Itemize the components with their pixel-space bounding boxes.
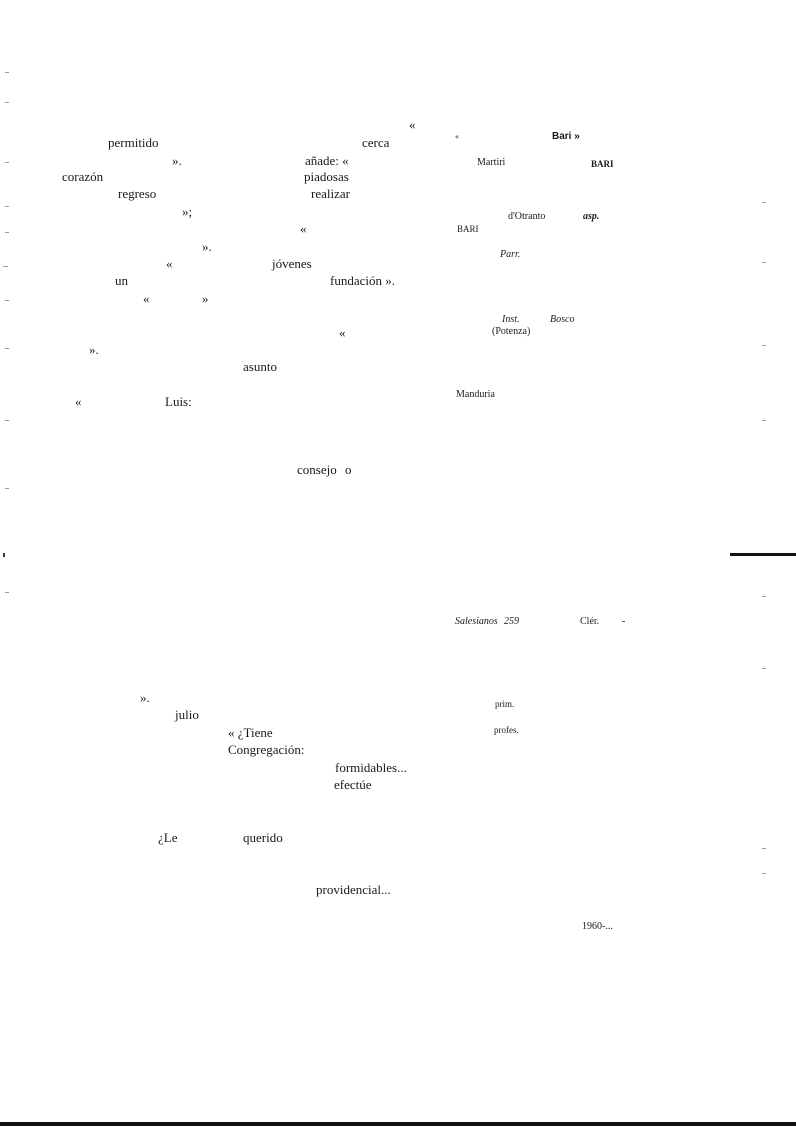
text-fragment: providencial... (316, 882, 391, 897)
text-fragment: « (339, 325, 346, 340)
margin-tick (3, 266, 8, 267)
margin-dot (3, 553, 5, 557)
text-fragment: ». (89, 342, 99, 357)
text-fragment: »; (182, 204, 193, 219)
text-fragment: ». (172, 153, 182, 168)
text-fragment: » (202, 291, 209, 306)
side-note-fragment: - (622, 616, 626, 627)
margin-tick (5, 592, 9, 593)
side-note-fragment: BARI (591, 159, 614, 169)
margin-tick (5, 206, 9, 207)
text-fragment: ». (140, 690, 150, 705)
text-fragment: fundación ». (330, 273, 395, 288)
text-fragment: Congregación: (228, 742, 305, 757)
side-note-fragment: 259 (504, 616, 519, 627)
text-fragment: piadosas (304, 169, 349, 184)
side-note-fragment: Martiri (477, 157, 506, 168)
text-fragment: corazón (62, 169, 104, 184)
text-fragment: consejo (297, 462, 337, 477)
margin-tick (762, 848, 766, 849)
text-fragment: ¿Le (158, 830, 178, 845)
side-note-fragment: Bosco (550, 314, 575, 325)
text-fragment: efectúe (334, 777, 372, 792)
side-note-fragment: « (455, 132, 459, 141)
text-fragment: permitido (108, 135, 159, 150)
text-fragment: un (115, 273, 128, 288)
margin-tick (762, 668, 766, 669)
side-note-fragment: BARI (457, 224, 479, 234)
side-note-fragment: Manduria (456, 389, 495, 400)
text-fragment: ». (202, 239, 212, 254)
margin-tick (5, 488, 9, 489)
side-note-fragment: profes. (494, 725, 519, 735)
side-note-fragment: Parr. (500, 249, 521, 260)
text-fragment: « (75, 394, 82, 409)
text-fragment: o (345, 462, 352, 477)
margin-tick (5, 162, 9, 163)
text-fragment: « (409, 117, 416, 132)
margin-tick (762, 420, 766, 421)
side-note-fragment: Clér. (580, 616, 600, 627)
side-note-fragment: Inst. (502, 314, 520, 325)
text-fragment: regreso (118, 186, 157, 201)
margin-tick (5, 72, 9, 73)
margin-tick (762, 202, 766, 203)
text-fragment: Luis: (165, 394, 192, 409)
margin-tick (762, 596, 766, 597)
page-bottom-rule (0, 1122, 796, 1126)
margin-tick (5, 300, 9, 301)
margin-tick (5, 420, 9, 421)
side-note-fragment: Salesianos (455, 616, 498, 627)
side-note-fragment: asp. (583, 211, 600, 222)
text-fragment: realizar (311, 186, 350, 201)
text-fragment: « (300, 221, 307, 236)
text-fragment: querido (243, 830, 283, 845)
text-fragment: formidables... (335, 760, 407, 775)
margin-tick (762, 262, 766, 263)
text-fragment: cerca (362, 135, 390, 150)
text-fragment: julio (175, 707, 199, 722)
side-note-fragment: 1960-... (582, 921, 613, 932)
text-fragment: asunto (243, 359, 277, 374)
side-note-fragment: d'Otranto (508, 211, 546, 222)
margin-tick (5, 348, 9, 349)
text-fragment: « (143, 291, 150, 306)
section-rule (730, 553, 796, 556)
text-fragment: añade: « (305, 153, 349, 168)
text-fragment: jóvenes (272, 256, 312, 271)
text-fragment: « ¿Tiene (228, 725, 273, 740)
side-note-fragment: Bari » (552, 131, 580, 142)
side-note-fragment: prim. (495, 699, 515, 709)
margin-tick (5, 102, 9, 103)
margin-tick (762, 873, 766, 874)
margin-tick (5, 232, 9, 233)
margin-tick (762, 345, 766, 346)
side-note-fragment: (Potenza) (492, 326, 531, 337)
text-fragment: « (166, 256, 173, 271)
